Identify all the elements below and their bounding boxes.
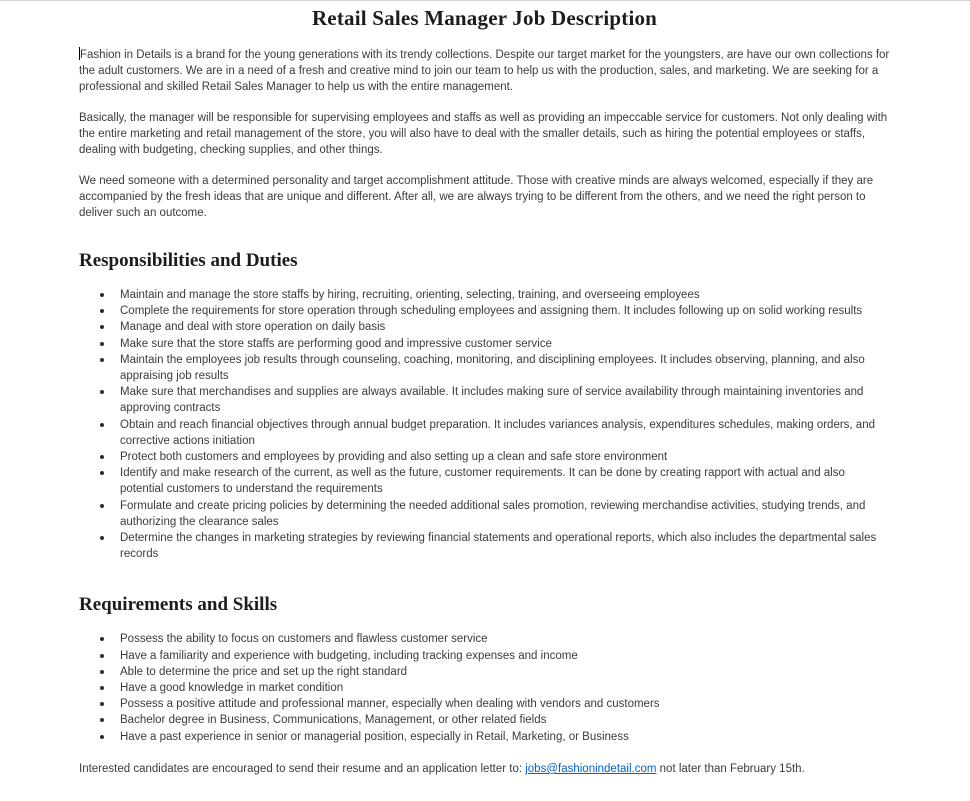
list-item-text: Maintain the employees job results through counseling, coaching, monitoring, and disciplining employees. It includes observing, planning, and also appraising job results	[120, 353, 865, 383]
list-item	[120, 530, 890, 562]
list-item	[120, 712, 890, 728]
list-item-text: Maintain and manage the store staffs by hiring, recruiting, orienting, selecting, training, and overseeing employees	[120, 289, 700, 301]
requirements-list	[79, 631, 890, 744]
list-item-text: Make sure that merchandises and supplies are always available. It includes making sure of service availability through maintaining inventories and approving contracts	[120, 386, 864, 415]
list-item	[120, 449, 890, 465]
document-title: Retail Sales Manager Job Description	[311, 6, 658, 30]
list-item-text: Have a past experience in senior or managerial position, especially in Retail, Marketing, or Business	[120, 730, 629, 743]
intro-paragraph-3: We need someone with a determined personality and target accomplishment attitude. Those with creative minds are always welcomed, especially if they are accompanied by the fresh ideas that are unique and different. After all, we are always trying to be different from the others, and we need the right person to deliver such an outcome.	[79, 175, 874, 219]
list-item	[120, 303, 890, 319]
list-item-text: Formulate and create pricing policies by determining the needed additional sales promotion, reviewing merchandise activities, studying trends, and authorizing the clearance sales	[120, 499, 866, 528]
list-item	[120, 352, 890, 384]
document-page[interactable]	[0, 1, 970, 777]
list-item-text: Possess a positive attitude and professional manner, especially when dealing with vendors and customers	[120, 698, 660, 711]
list-item	[120, 319, 890, 335]
closing-paragraph	[79, 761, 890, 777]
list-item-text: Able to determine the price and set up the right standard	[120, 665, 408, 678]
section-heading-requirements: Requirements and Skills	[79, 594, 278, 616]
list-item-text: Identify and make research of the current, as well as the future, customer requirements. It can be done by creating rapport with actual and also potential customers to understand the requirements	[120, 467, 845, 496]
list-item	[120, 729, 890, 745]
list-item	[120, 664, 890, 680]
list-item-text: Bachelor degree in Business, Communications, Management, or other related fields	[120, 714, 547, 727]
list-item	[120, 384, 890, 416]
list-item	[120, 696, 890, 712]
list-item-text: Possess the ability to focus on customers and flawless customer service	[120, 633, 488, 646]
list-item-text: Manage and deal with store operation on daily basis	[120, 321, 386, 334]
list-item	[120, 287, 890, 303]
list-item-text: Protect both customers and employees by providing and also setting up a clean and safe store environment	[120, 451, 668, 464]
intro-paragraph-1	[79, 47, 890, 95]
list-item	[120, 631, 890, 647]
closing-text-before-link: Interested candidates are encouraged to send their resume and an application letter to:	[79, 762, 526, 775]
list-item-text: Determine the changes in marketing strategies by reviewing financial statements and operational reports, which also includes the departmental sales records	[120, 532, 877, 561]
email-link[interactable]: jobs@fashionindetail.com	[525, 762, 657, 775]
list-item	[120, 498, 890, 530]
list-item	[120, 417, 890, 449]
intro-paragraph-1-text: Fashion in Details is a brand for the young generations with its trendy collections. Despite our target market for the youngsters, are have our own collections for the adult customers. We are in a need of a fresh and creative mind to join our team to help us with the production, sales, and marketing. We are seeking for a professional and skilled Retail Sales Manager to help us with the entire management.	[79, 49, 890, 93]
list-item-text: Complete the requirements for store operation through scheduling employees and assigning them. It includes following up on solid working results	[120, 305, 863, 318]
closing-text-after-link: not later than February 15th.	[656, 762, 805, 775]
list-item	[120, 680, 890, 696]
list-item-text: Obtain and reach financial objectives through annual budget preparation. It includes variances analysis, expenditures schedules, making orders, and corrective actions initiation	[120, 418, 875, 447]
responsibilities-list	[79, 287, 890, 562]
list-item	[120, 648, 890, 664]
list-item-text: Make sure that the store staffs are performing good and impressive customer service	[120, 337, 552, 350]
list-item-text: Have a familiarity and experience with budgeting, including tracking expenses and income	[120, 649, 578, 662]
list-item-text: Have a good knowledge in market condition	[120, 682, 344, 695]
intro-paragraph-2: Basically, the manager will be responsible for supervising employees and staffs as well as providing an impeccable service for customers. Not only dealing with the entire marketing and retail management of the store, you will also have to deal with the smaller details, such as hiring the potential employees or staffs, dealing with budgeting, checking supplies, and other things.	[79, 112, 888, 156]
section-heading-responsibilities: Responsibilities and Duties	[79, 250, 298, 271]
list-item	[120, 336, 890, 352]
list-item	[120, 465, 890, 497]
